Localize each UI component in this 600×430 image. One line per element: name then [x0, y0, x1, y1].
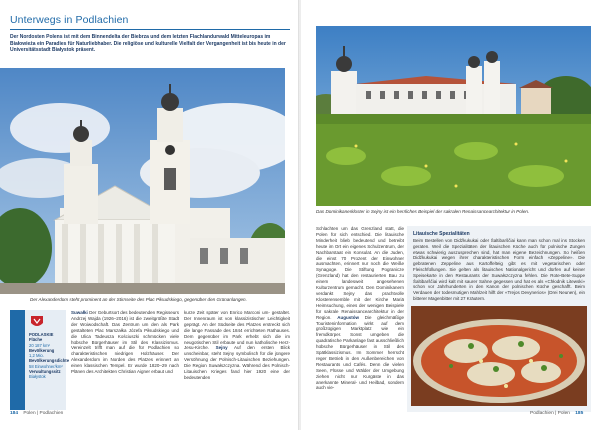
right-footer-section: Podlachien | Polen [530, 411, 570, 416]
info-label-density: Bevölkerungsdichte [29, 358, 70, 364]
info-value-capital: Białystok [29, 374, 46, 380]
monastery-illustration [316, 26, 591, 206]
monastery-photo-caption: Das Dominikanerkloster in Sejny ist ein herrliches Beispiel der sakralen Renaissancearchitektur in Polen. [316, 209, 530, 214]
right-page-number: 185 [575, 411, 584, 416]
region-name: PODLASKIE [29, 332, 54, 337]
rcol1-text2: Die gleichmäßige Touristeninformation wirkt auf dem großzügigen Marktplatz wie ein fremdkörper. Sonst umgeben die quadratische Parkanlage fast ausschließlich hübsche Bürgerhäuser in Stil des Spätklassizismus. Im Sommer herrscht reger Betrieb in den Außenbereichen von Restaurants und Cafés. Denn die vielen Seen, Flüsse und Wälder der Umgebung ziehen nicht nur Kurgäste in das anerkannte Mineral- und Heilbad, sondern auch vie- [316, 314, 404, 391]
col1-lead: Suwałki [71, 310, 88, 315]
alexander-cathedral-photo [0, 68, 285, 294]
left-footer-section: Polen | Podlachien [23, 411, 64, 416]
col2-lead: Sejny [215, 345, 228, 351]
info-value-density: 58 Einwohner/km² [29, 363, 63, 369]
right-column-1 [316, 226, 404, 391]
col2-text: kurze Zeit später von Enrico Marconi um- gestaltet. Der Innenraum ist von klassizistischer Leichtigkeit geprägt. An der Südseite des Platzes erstreckt sich die lange Fassade des 1844 errichteten Rathauses. Dem gegenüber im Park erhebt sich die im neugotischen Stil erbaute und nun katholische Herz-Jesu-Kirche. [184, 310, 290, 351]
col2-text2: Auf den ersten Blick unscheinbar, steht Sejny symbolisch für die jüngere Versöhnung der Polnisch-Litauischen Beziehungen. Die Region Suwałszczyzna. Während des Polnisch-Litauischen Krieges fand hier 1920 eine der bedeutenden [184, 345, 290, 380]
info-tab [6, 310, 25, 410]
page-heading: Unterwegs in Podlachien [10, 14, 129, 26]
rcol1-text: Schlachten um das Grenzland statt, die Polen für sich entschied. Die litauische Minderheit blieb bedeutend und betreibt heute im Ort ein eigenes Schulzentrum, der Nachbarstaat ein Konsulat. An die Juden, die einst 70 Prozent der Einwohner ausmachten, erinnert nur noch die Weiße Synagoge. Die Stiftung Pogranicze (Grenzland) hat den restaurierten Bau zu einem landesweit angesehenen Kulturzentrum gemacht. Den Dominikanern verdankt Sejny das prachtvolle Klosterensemble mit der Kirche Mariä Heimsuchung, eines der wenigen Beispiele für sakrale Renaissancearchitektur in der Region. [316, 226, 404, 320]
heading-rule [10, 29, 290, 30]
right-footer [530, 411, 583, 416]
info-label-capital: Verwaltungssitz [29, 369, 61, 375]
intro-paragraph: Der Nordosten Polens ist mit dem Binnendelta der Biebrza und dem letzten Flachlandurwald Mitteleuropas im Białowieża ein Paradies für Naturliebhaber. Die religiöse und kulturelle Vielfalt der Vergangenheit ist bis heute in der Universitätsstadt Białystok präsent. [10, 34, 286, 54]
specialties-text: Beim Bestellen von Didźkukukai oder Šaltibarščiai kann man schon mal ins Stocken geraten. Weil die Spezialitäten der litauischen Küche auch für polnische Zungen etwas schwierig auszusprechen sind, hat man eigene Bezeichnungen. So heißen Didźkukukai wegen ihrer charakteristischen Form einfach «Zeppeline». Die gebratenen Zeppeline aus Kartoffelteig gibt es mit vegetarischen oder Fleischfüllungen. Sie gelten als litauisches Nationalgericht und dürfen auf keiner Speisekarte in den Restaurants der Suwałszczyzna fehlen. Die Rote-Bete-Suppe Šaltibarščiai wird kalt mit saurer Sahne gegessen und hat es als «Chłodnik Litewski» schon vor Jahrhunderten in den Kanon der polnischen Küche geschafft. Beim Verdauen der todesmutigen Mahlzeit hilft der «Trejos Devynerios» (Drei Neunen), ein bitterer Magenbitter mit 27 Kräutern. [413, 238, 585, 301]
info-label-population: Bevölkerung [29, 347, 55, 353]
dumplings-photo [411, 306, 587, 406]
col1-text: Der Geburtsort des bedeutenden Regisseurs Andrzej Wajda (1926–2016) ist die zweitgrößte Stadt der Woiwodschaft. Das Zentrum um den als Park gestalteten Plac Marszałka Józefa Piłsudskiego und die Ulica Tadeusza Kościuszki schmücken viele hübsche Bürgerhäuser im Stil des Klassizismus. Vereinzelt trifft man auf die für Podlachien so charakteristischen niedrigen Holzhäuser. Der Alexanderdom im Norden des Platzes erinnert an einen klassischen Tempel. Er wurde 1820–29 nach Plänen des Architekten Christian Aigner erbaut und [71, 310, 179, 375]
left-column-1 [71, 310, 179, 375]
left-footer [10, 411, 63, 416]
cathedral-photo-caption: Der Alexanderdom steht prominent an der Stirnseite des Plac Piłsudskiego, gegenüber den Grünanlangen. [30, 297, 247, 302]
rcol1-lead: Augustów [337, 314, 359, 320]
monastery-photo [316, 26, 591, 206]
left-column-2 [184, 310, 290, 381]
info-label-area: Fläche [29, 337, 43, 343]
info-value-area: 20 187 km² [29, 342, 50, 348]
left-page-number: 184 [10, 411, 19, 416]
cathedral-illustration [0, 68, 285, 294]
info-value-population: 1,2 Mio. [29, 353, 44, 359]
region-infobox [6, 310, 70, 410]
left-page [0, 0, 299, 430]
infobox-text [29, 332, 70, 380]
coat-of-arms-icon [31, 316, 43, 329]
specialties-box [407, 226, 591, 412]
info-tab-label: INFO [6, 343, 13, 363]
dumplings-illustration [411, 306, 587, 406]
specialties-title: Litauische Spezialitäten [413, 231, 470, 237]
